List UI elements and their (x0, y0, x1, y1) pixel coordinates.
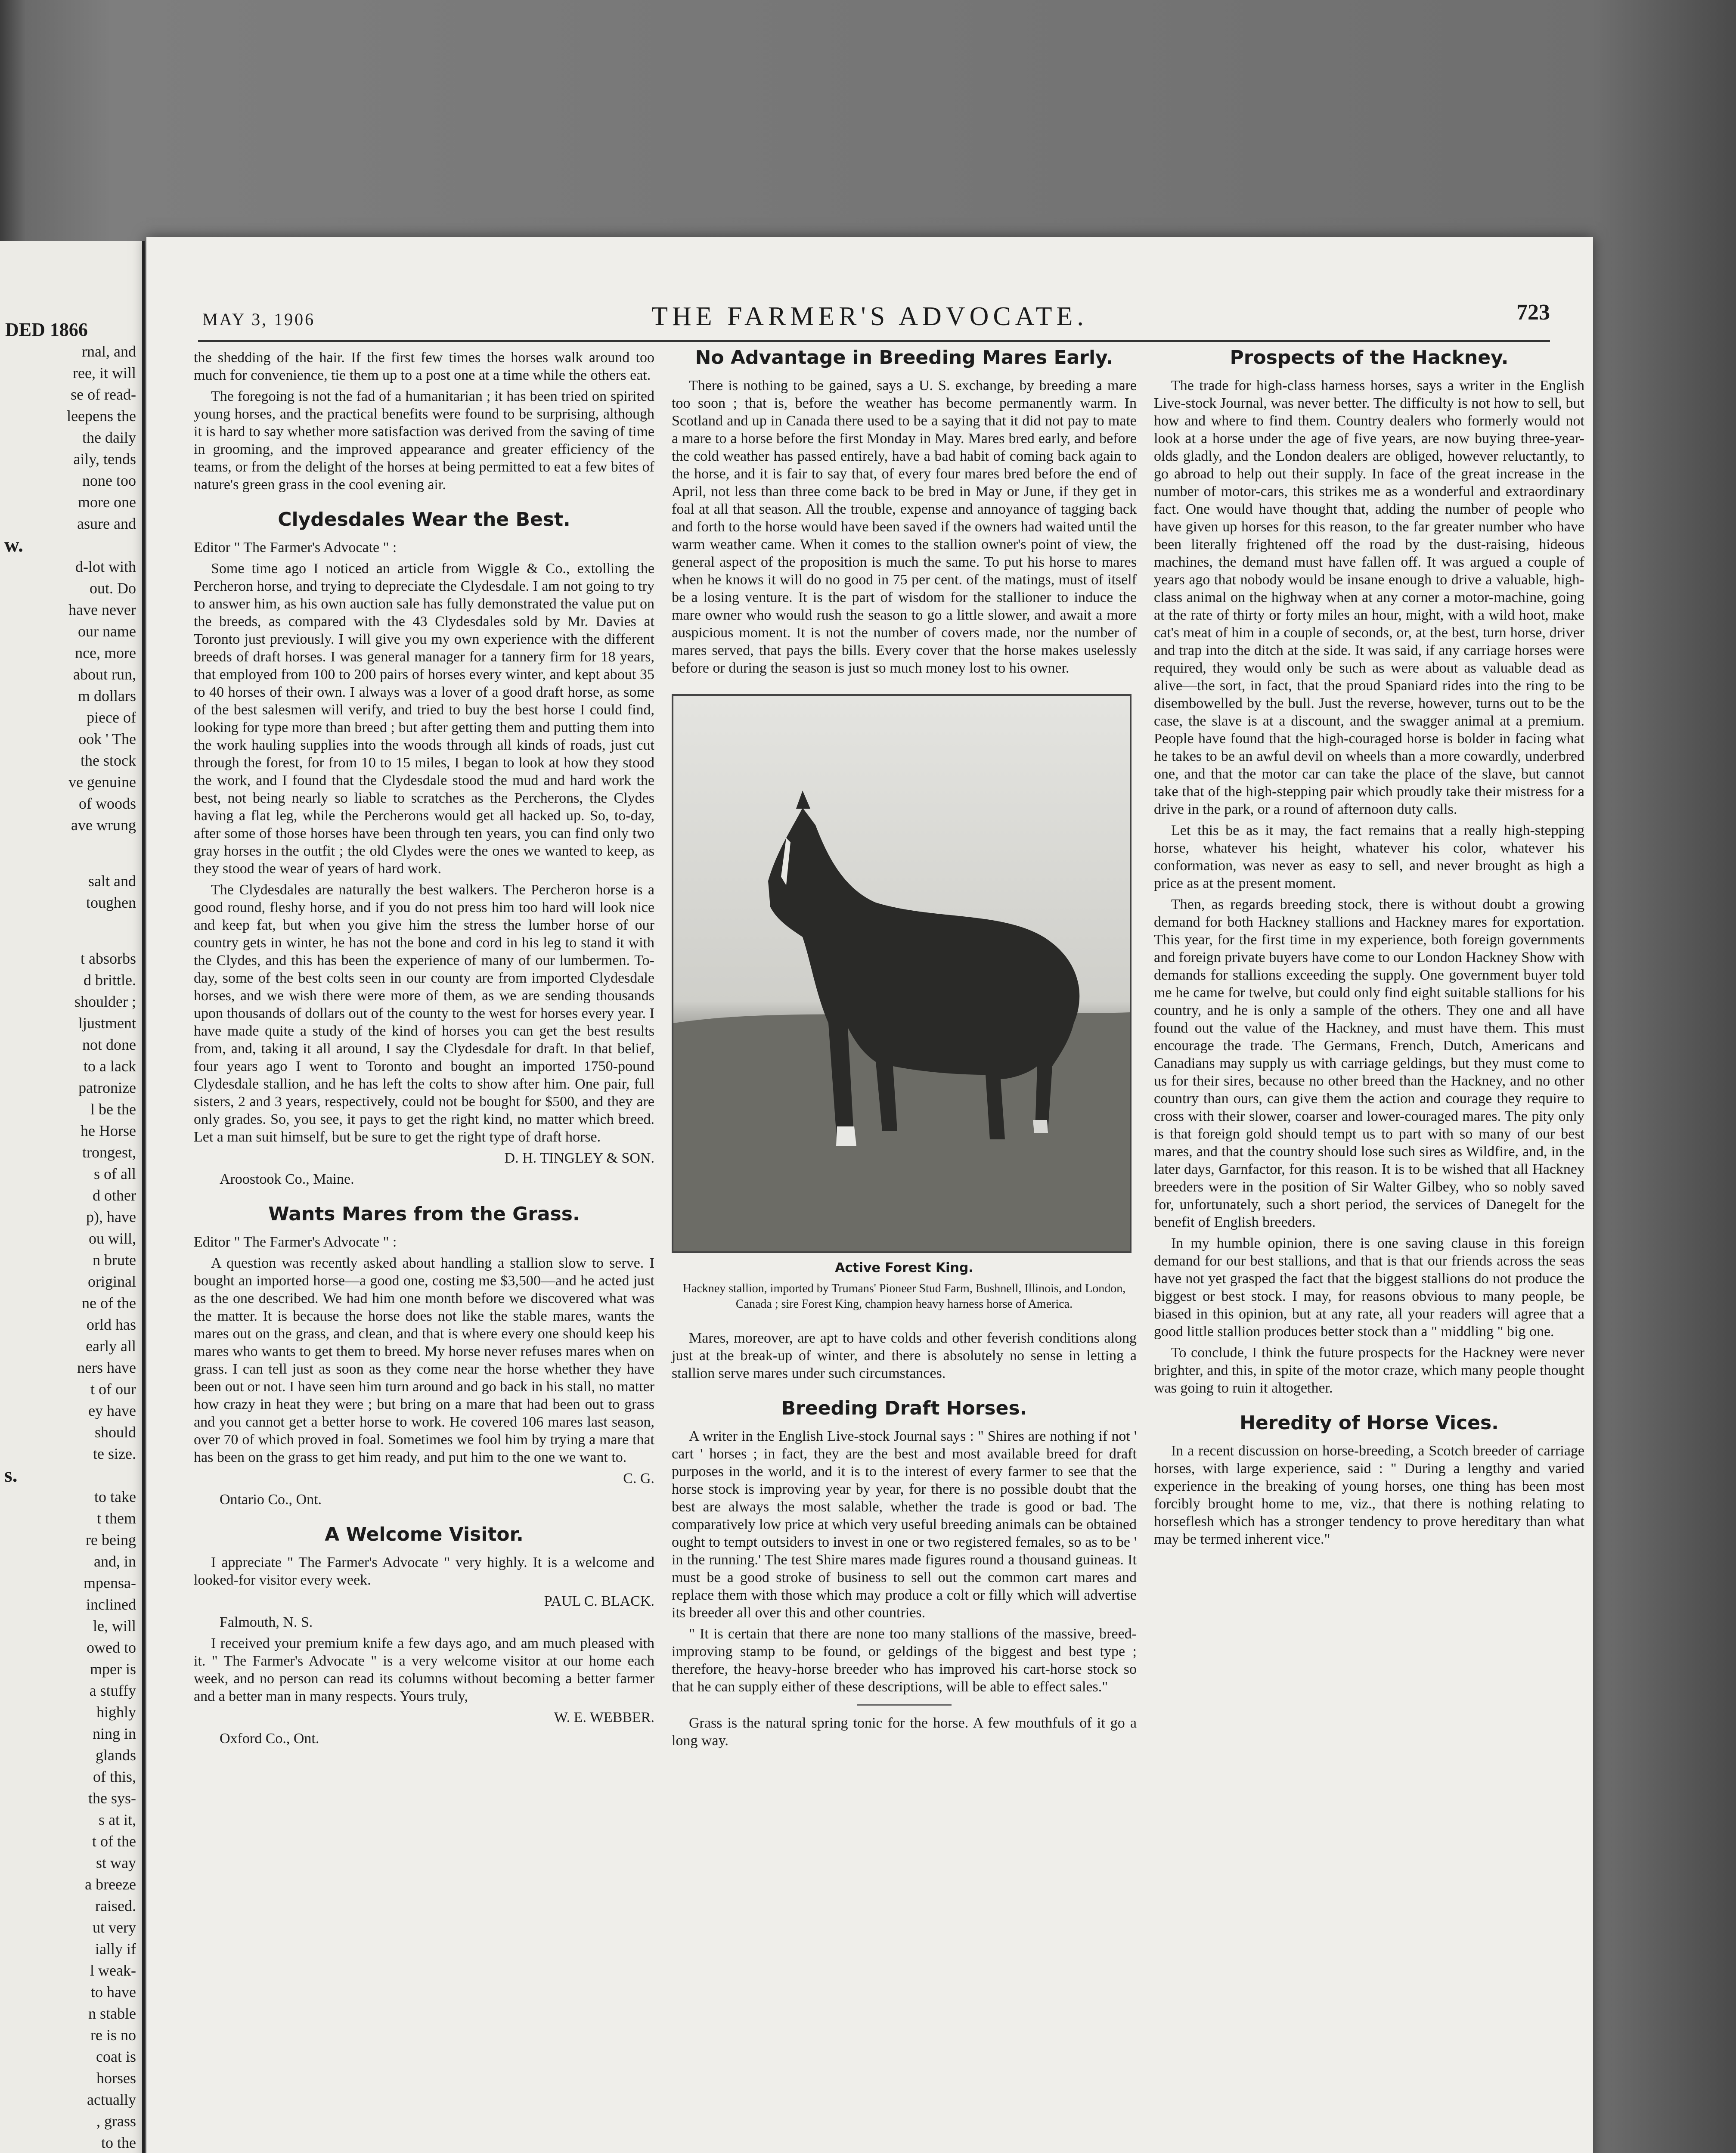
previous-page-line: leepens the (67, 407, 136, 425)
previous-page-line: a breeze (85, 1876, 136, 1893)
article-text: I received your premium knife a few days ago, and am much pleased with it. " The Farmer's Advocate " is a very welcome visitor at our home each week, and no person can read its columns without becoming a better farmer and a better man in many respects. Yours truly, (194, 1635, 654, 1704)
previous-page-line: se of read- (71, 386, 136, 403)
previous-page-line: to take (94, 1488, 136, 1505)
previous-page-edge (0, 241, 145, 2153)
previous-page-line: owed to (87, 1639, 136, 1656)
previous-page-line: ljustment (78, 1014, 136, 1032)
previous-page-line: horses (96, 2069, 136, 2087)
letter-location: Ontario Co., Ont. (220, 1492, 322, 1508)
previous-page-line: of this, (93, 1768, 136, 1785)
previous-page-line: st way (96, 1854, 136, 1871)
previous-page-line: our name (78, 623, 136, 640)
previous-page-line: ve genuine (68, 773, 136, 791)
previous-page-line: highly (96, 1703, 136, 1721)
article-heading-breeding-early: No Advantage in Breeding Mares Early. (695, 347, 1113, 369)
article-text: the shedding of the hair. If the first few times the horses walk around too much for convenience, tie them up to a post one at a time while the others eat. (194, 350, 654, 383)
article-text: Grass is the natural spring tonic for the horse. A few mouthfuls of it go a long way. (672, 1715, 1137, 1749)
previous-page-column (0, 556, 142, 836)
previous-page-line: le, will (93, 1617, 136, 1635)
previous-page-line: te size. (93, 1445, 136, 1462)
previous-page-line: piece of (87, 709, 136, 726)
previous-page-line: to a lack (84, 1058, 136, 1075)
previous-page-line: not done (82, 1036, 136, 1053)
article-text: The trade for high-class harness horses, says a writer in the English Live-stock Journal, was never better. The difficulty is not how to sell, but how and where to find them. Country dealers who formerly would not look at a horse under the age of five years, are now buying three-year-olds gladly, and the London dealers are obliged, however reluctantly, to go abroad to help out their supply. In face of the great increase in the number of motor-cars, this strikes me as a wonderful and extraordinary fact. One would have thought that, adding the number of people who have given up horses for this reason, to the far greater number who have been literally frightened off the road by the dust-raising, hideous machines, the demand must have fallen off. It was argued a couple of years ago that nobody would be insane enough to drive a valuable, high-class animal on the highway when at any corner a motor-machine, going at the rate of thirty or forty miles an hour, might, with a wild hoot, make cat's meat of him in a couple of seconds, or, at the best, turn horse, driver and trap into the ditch at the side. It was said, if any carriage horses were required, they would only be such as were about as valuable dead as alive—the sort, in fact, that the proud Spaniard rides into the ring to be disembowelled by the bull. Just the reverse, however, turns out to be the case, the slave is at a discount, and the swagger animal at a premium. People have found that the high-couraged horse is bolder in facing what he takes to be an awful devil on wheels than a more cowardly, underbred one, and that the motor car can take the place of the slave, but cannot take that of the high-stepping pair which proudly take their mistress for a drive in the park, or a round of afternoon duty calls. (1154, 378, 1584, 817)
letter-location: Aroostook Co., Maine. (220, 1171, 354, 1187)
article-heading-wants-mares: Wants Mares from the Grass. (268, 1203, 580, 1225)
article-text: I appreciate " The Farmer's Advocate " very highly. It is a welcome and looked-for visitor every week. (194, 1554, 654, 1588)
previous-page-line: mpensa- (84, 1574, 136, 1591)
column-2 (672, 349, 1137, 1753)
masthead-rule (198, 340, 1550, 342)
page-number: 723 (1516, 300, 1550, 325)
masthead (202, 300, 1550, 336)
previous-page-heading-s: s. (4, 1464, 18, 1486)
previous-page-line: inclined (86, 1596, 136, 1613)
previous-page-line: a stuffy (89, 1682, 136, 1699)
previous-page-line: and, in (94, 1553, 136, 1570)
previous-page-line: trongest, (82, 1144, 136, 1161)
publication-title: THE FARMER'S ADVOCATE. (651, 302, 1088, 331)
article-heading-welcome-visitor: A Welcome Visitor. (325, 1523, 524, 1545)
previous-page-line: ning in (92, 1725, 136, 1742)
previous-page-line: of woods (79, 795, 136, 812)
article-text: " It is certain that there are none too many stallions of the massive, breed-improving stamp to be found, or geldings of the biggest and best type ; therefore, the heavy-horse breeder who has improved his cart-horse stock so that he can supply either of these descriptions, will be able to effect sales." (672, 1626, 1137, 1695)
previous-page-line: the daily (82, 429, 136, 446)
article-text: To conclude, I think the future prospects for the Hackney were never brighter, and this, in spite of the motor craze, which many people thought was going to ruin it altogether. (1154, 1345, 1584, 1396)
previous-page-line: he Horse (81, 1122, 136, 1139)
previous-page-line: aily, tends (73, 450, 136, 468)
letter-signature: D. H. TINGLEY & SON. (504, 1150, 654, 1166)
previous-page-line: n brute (93, 1251, 136, 1269)
previous-page-line: ially if (95, 1940, 136, 1958)
previous-page-column (0, 870, 142, 913)
previous-page-line: ey have (88, 1402, 136, 1419)
previous-page-line: l weak- (90, 1962, 136, 1979)
article-text: The Clydesdales are naturally the best walkers. The Percheron horse is a good round, fleshy horse, and if you do not press him too hard will look nice and keep fat, but when you give him the stress the lumber horse of our country gets in winter, he has not the bone and cord in his leg to stand it with the Clydes, and this has been the experience of many of our lumbermen. To-day, some of the best colts seen in our county are from imported Clydesdale horses, and we wish there were more of them, as we are sending thousands upon thousands of dollars out of the county to the west for horses every year. I have made quite a study of the kind of horses you can get the best results from, and, taking it all around, I say the Clydesdale for draft. In that belief, four years ago I went to Toronto and bought an imported 1750-pound Clydesdale stallion, and he has left the colts to show after him. One pair, full sisters, 2 and 3 years, respectively, could not be bought for $500, and they are only grades. So, you see, it pays to get the right kind, no matter which breed. Let a man suit himself, but be sure to get the right type of draft horse. (194, 882, 654, 1145)
previous-page-line: re is no (90, 2026, 136, 2044)
previous-page-column (0, 948, 142, 1464)
previous-page-line: about run, (73, 666, 136, 683)
previous-page-line: original (88, 1273, 136, 1290)
article-text: A writer in the English Live-stock Journal says : " Shires are nothing if not ' cart ' horses ; in fact, they are the best and most available breed for draft purposes in the world, and it is to the interest of every farmer to see that the horse stock is improving year by year, for there is no possible doubt that the best are always the most salable, whether the trade is good or bad. The comparatively low price at which very useful breeding animals can be obtained ought to tempt outsiders to invest in one or two registered females, so as to be ' in the running.' The test Shire mares made figures round a thousand guineas. It must be a good stroke of business to sell out the common cart mares and replace them with those which may produce a colt or filly which will advertise its breeder all over this and other countries. (672, 1428, 1137, 1621)
previous-page-line: ook ' The (78, 730, 136, 748)
previous-page-line: d-lot with (75, 558, 136, 575)
previous-page-line: the stock (81, 752, 136, 769)
previous-page-line: glands (96, 1747, 136, 1764)
letter-salutation: Editor " The Farmer's Advocate " : (194, 540, 397, 555)
article-text: The foregoing is not the fad of a humanitarian ; it has been tried on spirited young horses, and the practical benefits were found to be surprising, although it is hard to say whether more satisfaction was derived from the saving of time in grooming, and the improved appearance and greater efficiency of the teams, or from the delight of the horses at being permitted to eat a few bites of nature's green grass in the cool evening air. (194, 388, 654, 493)
article-heading-clydesdales: Clydesdales Wear the Best. (278, 509, 570, 530)
previous-page-line: raised. (95, 1897, 136, 1914)
previous-page-line: early all (86, 1337, 136, 1355)
previous-page-line: nce, more (75, 644, 136, 661)
previous-page-line: p), have (86, 1208, 136, 1225)
photo-caption: Hackney stallion, imported by Trumans' Pioneer Stud Farm, Bushnell, Illinois, and London, Canada ; sire Forest King, champion heavy harness horse of America. (682, 1282, 1126, 1311)
previous-page-line: d other (93, 1187, 136, 1204)
previous-page-line: orld has (87, 1316, 136, 1333)
article-heading-horse-vices: Heredity of Horse Vices. (1240, 1412, 1499, 1434)
previous-page-line: n stable (88, 2005, 136, 2022)
previous-page-line: to the (101, 2134, 136, 2151)
previous-page-line: t of the (92, 1833, 136, 1850)
letter-signature: W. E. WEBBER. (554, 1709, 654, 1725)
previous-page-line: ree, it will (73, 364, 136, 382)
previous-page-line: mper is (90, 1660, 136, 1678)
previous-page-line: l be the (90, 1101, 136, 1118)
photo-caption-title: Active Forest King. (835, 1260, 973, 1275)
previous-page-line: ners have (77, 1359, 136, 1376)
previous-page-column (0, 341, 142, 534)
previous-page-column (0, 1486, 142, 2153)
previous-page-line: ne of the (82, 1294, 136, 1312)
letter-location: Falmouth, N. S. (220, 1614, 313, 1630)
previous-page-line: actually (87, 2091, 136, 2108)
previous-page-header: DED 1866 (5, 319, 88, 340)
article-text: Let this be as it may, the fact remains that a really high-stepping horse, whatever his height, whatever his color, whatever his conformation, was never as easy to sell, and never brought as high a price as at the present moment. (1154, 822, 1584, 891)
previous-page-line: t them (97, 1510, 136, 1527)
article-text: In a recent discussion on horse-breeding, a Scotch breeder of carriage horses, with large experience, said : " During a lengthy and varied experience in the breaking of young horses, one thing has been most forcibly brought home to me, viz., that there is nothing relating to horseflesh which has a stronger tendency to prove hereditary than what may be termed inherent vice." (1154, 1443, 1584, 1547)
previous-page-line: t of our (90, 1381, 136, 1398)
article-text: Then, as regards breeding stock, there is without doubt a growing demand for both Hackney stallions and Hackney mares for exportation. This year, for the first time in my experience, both foreign governments and foreign private buyers have come to our London Hackney Show with demands for stallions exceeding the supply. One government buyer told me he came for twelve, but could only find eight suitable stallions for his country, and he is only a sample of the others. They one and all have found out the value of the Hackney, and must have them. This must encourage the trade. The Germans, French, Dutch, Americans and Canadians may supply us with carriage geldings, but they must come to us for their sires, because no other breed than the Hackney, and no other country than ours, can give them the action and courage they require to cross with their slower, coarser and lower-couraged mares. The pity only is that foreign gold should tempt us to part with so many of our best mares, and that the country should lose such sires as Wildfire, and, in the later days, Garnfactor, for this reason. It is to be wished that all Hackney breeders were in the position of Sir Walter Gilbey, who so nobly saved for, unfortunately, such a short period, the services of Danegelt for the benefit of English breeders. (1154, 897, 1584, 1230)
letter-salutation: Editor " The Farmer's Advocate " : (194, 1234, 397, 1250)
previous-page-line: to have (91, 1983, 136, 2001)
section-divider (857, 1704, 952, 1706)
previous-page-line: none too (82, 472, 136, 489)
previous-page-line: the sys- (88, 1790, 136, 1807)
article-text: There is nothing to be gained, says a U. S. exchange, by breeding a mare too soon ; that is, before the weather has become permanently warm. In Scotland and up in Canada there used to be a saying that it did not pay to mate a mare to a horse before the first Monday in May. Mares bred early, and before the cold weather has passed entirely, have a bad habit of coming back again to the horse, and it is fair to say that, of every four mares bred before the end of April, not less than three come back to be bred in May or June, if they get in foal at all that season. All the trouble, expense and annoyance of tagging back and forth to the horse would have been saved if the owners had waited until the warm weather came. When it comes to the stallion owner's point of view, the general aspect of the proposition is much the same. To put his horse to mares when he knows it will do no good in 75 per cent. of the matings, must of itself be a losing venture. It is the part of wisdom for the stallioner to induce the mare owner who would rush the season to go a little slower, and await a more auspicious moment. It is not the number of covers made, nor the number of mares served, that pays the bills. Every cover that the horse makes uselessly before or during the season is just so much money lost to his owner. (672, 378, 1137, 676)
article-text: Some time ago I noticed an article from Wiggle & Co., extolling the Percheron horse, and trying to depreciate the Clydesdale. I am not going to try to answer him, as his own auction sale has fully demonstrated the value put on the breeds, as compared with the 43 Clydesdales sold by Mr. Davies at Toronto just previously. I will give you my own experience with the different breeds of draft horses. I was general manager for a tannery firm for 18 years, that employed from 100 to 200 pairs of horses every winter, and kept about 35 to 40 horses of their own. I always was a lover of a good draft horse, as some of the best salesmen will verify, and tried to buy the best horse I could find, looking for type more than breed ; but after getting them and putting them into the work hauling supplies into the woods through all kinds of roads, just cut through the forest, for from 10 to 15 miles, I began to look at how they stood the work, and I found that the Clydesdale stood the mud and hard work the best, not being nearly so liable to scratches as the Percherons, the Clydes having a flat leg, while the Percherons would get all hacked up. So, to-day, after some of those horses have been through ten years, you can find only two gray horses in the outfit ; the old Clydes were the ones we wanted to keep, as they stood the wear of years of hard work. (194, 561, 654, 877)
previous-page-line: m dollars (78, 687, 136, 704)
previous-page-line: have never (68, 601, 136, 618)
previous-page-line: ut very (93, 1919, 136, 1936)
previous-page-line: rnal, and (82, 343, 136, 360)
horse-photo (672, 694, 1132, 1253)
previous-page-line: ou will, (88, 1230, 136, 1247)
article-heading-hackney: Prospects of the Hackney. (1230, 347, 1509, 369)
newspaper-page (146, 237, 1593, 2153)
previous-page-line: out. Do (90, 580, 136, 597)
article-text: A question was recently asked about handling a stallion slow to serve. I bought an imported horse—a good one, costing me $3,500—and he acted just as the one described. We had him one month before we discovered what was the matter. It is because the horse does not like the stable mares, wants the mares out on the grass, and clean, and that is where every one should keep his mares who wants to get them to breed. My horse never refuses mares when on grass. I can tell just as soon as they come near the horse whether they have been out or not. I have seen him turn around and go back in his stall, no matter how crazy in heat they were ; but bring on a mare that had been out to grass and you cannot get a better horse to work. He covered 106 mares last season, over 70 of which proved in foal. Sometimes we fool him by trying a mare that has been on the grass to get him ready, and put him to the one we want to. (194, 1255, 654, 1465)
previous-page-line: asure and (77, 515, 136, 532)
column-1 (194, 349, 654, 1751)
previous-page-line: d brittle. (84, 971, 136, 989)
horse-photo-icon (673, 696, 1130, 1251)
previous-page-line: toughen (86, 894, 136, 911)
previous-page-heading-w: w. (4, 534, 24, 556)
previous-page-line: re being (86, 1531, 136, 1548)
article-text: Mares, moreover, are apt to have colds and other feverish conditions along just at the break-up of winter, and there is absolutely no sense in letting a stallion serve mares under such circumstances. (672, 1330, 1137, 1381)
letter-signature: C. G. (623, 1470, 654, 1486)
previous-page-line: salt and (88, 872, 136, 890)
previous-page-line: coat is (96, 2048, 136, 2065)
previous-page-line: s at it, (99, 1811, 136, 1828)
article-heading-draft-horses: Breeding Draft Horses. (781, 1397, 1027, 1419)
column-3 (1154, 349, 1584, 1551)
previous-page-line: should (94, 1424, 136, 1441)
previous-page-line: more one (78, 493, 136, 511)
previous-page-line: s of all (94, 1165, 136, 1182)
previous-page-line: , grass (96, 2113, 136, 2130)
previous-page-line: t absorbs (81, 950, 136, 967)
letter-signature: PAUL C. BLACK. (544, 1593, 654, 1609)
letter-location: Oxford Co., Ont. (220, 1731, 319, 1747)
previous-page-line: ave wrung (71, 816, 136, 834)
article-text: In my humble opinion, there is one saving clause in this foreign demand for our best stallions, and that is that our friends across the seas have not yet grasped the fact that the biggest stallions do not produce the biggest or best stock. I may, for reasons obvious to many people, be biased in this opinion, but at any rate, all your readers will agree that a good little stallion produces better stock than a " middling " big one. (1154, 1235, 1584, 1340)
previous-page-line: shoulder ; (74, 993, 136, 1010)
previous-page-line: patronize (78, 1079, 136, 1096)
issue-date: MAY 3, 1906 (202, 310, 316, 329)
